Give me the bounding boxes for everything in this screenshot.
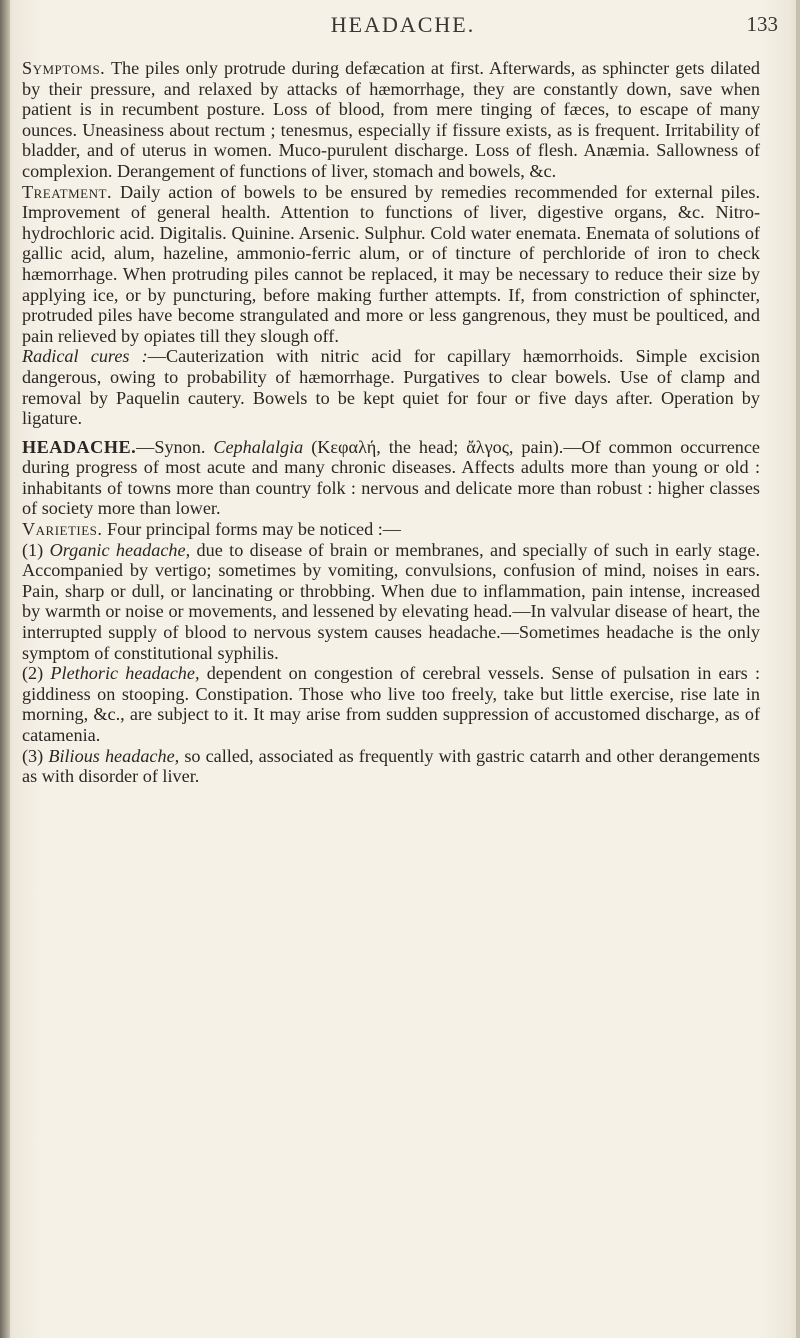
variety-text: dependent on congestion of cerebral vessels. Sense of pulsation in ears : giddiness on stooping. Constipation. Those who live too freely, take but little exercise, rise late in morning, &c., are subject to it. It may arise from sudden suppression of accustomed discharge, as of catamenia. bbox=[22, 663, 760, 745]
variety-text: so called, associated as frequently with gastric catarrh and other derangements as with disorder of liver. bbox=[22, 745, 761, 787]
page-edge bbox=[796, 0, 800, 1338]
variety-text: due to disease of brain or membranes, and specially of such in early stage. Accompanied by vertigo; sometimes by vomiting, convulsions, confusion of mind, noises in ears. Pain, sharp or dull, or lancinating or throbbing. When due to inflammation, pain intense, increased by warmth or noise or movements, and lessened by elevating head.—In valvular disease of heart, the interrupted supply of blood to nervous system causes headache.—Sometimes headache is the only symptom of constitutional syphilis. bbox=[22, 539, 761, 663]
binding-shadow bbox=[0, 0, 10, 1338]
symptoms-paragraph bbox=[22, 58, 760, 182]
running-head bbox=[0, 12, 800, 42]
section-gap bbox=[22, 429, 760, 437]
radical-cures-text: —Cauterization with nitric acid for capillary hæmorrhoids. Simple excision dangerous, owing to probability of hæmorrhage. Purgatives to clear bowels. Use of clamp and removal by Paquelin cautery. Bowels to be kept quiet for four or five days after. Operation by ligature. bbox=[22, 346, 760, 429]
variety-item bbox=[22, 663, 760, 745]
varieties-intro: Four principal forms may be noticed :— bbox=[107, 519, 401, 540]
treatment-text: Daily action of bowels to be ensured by remedies recommended for external piles. Improvement of general health. Attention to functions of liver, digestive organs, &c. Nitro-hydrochloric acid. Digitalis. Quinine. Arsenic. Sulphur. Cold water enemata. Enemata of solutions of gallic acid, alum, hazeline, ammonio-ferric alum, or of tincture of perchloride of iron to check hæmorrhage. When protruding piles cannot be replaced, it may be necessary to reduce their size by applying ice, or by puncturing, before making further attempts. If, from constriction of sphincter, protruded piles have become strangulated and more or less gangrenous, they must be poulticed, and pain relieved by opiates till they slough off. bbox=[22, 181, 761, 346]
treatment-paragraph bbox=[22, 182, 760, 347]
varieties-heading: Varieties. bbox=[22, 519, 103, 540]
treatment-heading: Treatment. bbox=[22, 181, 112, 202]
etymology: (Κεφαλή, the head; ἄλγος, pain). bbox=[311, 436, 564, 457]
synonym: Cephalalgia bbox=[213, 436, 304, 457]
radical-cures-paragraph bbox=[22, 346, 760, 428]
variety-number: (2) bbox=[22, 663, 44, 684]
headache-entry-paragraph bbox=[22, 437, 760, 519]
page-number: 133 bbox=[746, 12, 778, 36]
synonym-label: —Synon. bbox=[136, 436, 206, 457]
headache-term: HEADACHE. bbox=[22, 436, 137, 457]
varieties-paragraph bbox=[22, 519, 760, 540]
symptoms-text: The piles only protrude during defæcation at first. Afterwards, as sphincter gets dilated by their pressure, and relaxed by attacks of hæmorrhage, they are constantly down, save when patient is in recumbent posture. Loss of blood, from mere tinging of fæces, to escape of many ounces. Uneasiness about rectum ; tenesmus, especially if fissure exists, as is frequent. Irritability of bladder, and of uterus in women. Muco-purulent discharge. Loss of flesh. Anæmia. Sallowness of complexion. Derangement of functions of liver, stomach and bowels, &c. bbox=[22, 58, 761, 181]
variety-number: (3) bbox=[22, 745, 44, 766]
radical-cures-heading: Radical cures : bbox=[22, 346, 148, 367]
variety-item bbox=[22, 746, 760, 787]
variety-name: Bilious headache, bbox=[48, 745, 180, 766]
variety-number: (1) bbox=[22, 539, 44, 560]
variety-item bbox=[22, 540, 760, 664]
headache-entry-text: —Of common occurrence during progress of most acute and many chronic diseases. Affects adults more than young or old : inhabitants of towns more than country folk : nervous and delicate more than robust : higher classes of society more than lower. bbox=[22, 436, 761, 519]
variety-name: Plethoric headache, bbox=[50, 663, 200, 684]
symptoms-heading: Symptoms. bbox=[22, 58, 106, 78]
running-title: HEADACHE. bbox=[330, 12, 476, 37]
body-text bbox=[22, 58, 760, 787]
variety-name: Organic headache, bbox=[49, 539, 191, 560]
